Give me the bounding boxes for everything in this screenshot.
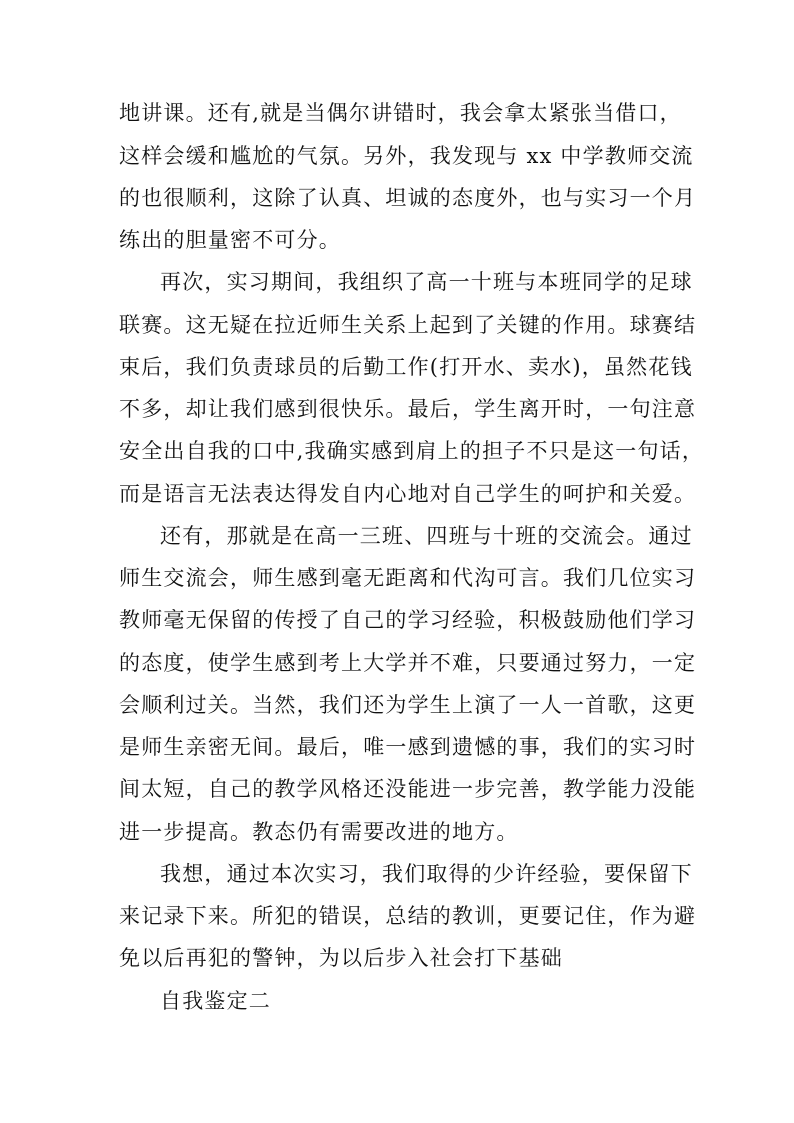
paragraph-first-line: 我想，通过本次实习，我们取得的少许经验，要保留下 (160, 862, 693, 886)
text-line: 安全出自我的口中,我确实感到肩上的担子不只是这一句话， (119, 439, 705, 463)
text-line: 间太短，自己的教学风格还没能进一步完善，教学能力没能 (119, 777, 697, 801)
text-line: 教师毫无保留的传授了自己的学习经验，积极鼓励他们学习 (119, 608, 697, 632)
text-line: 是师生亲密无间。最后，唯一感到遗憾的事，我们的实习时 (119, 735, 697, 759)
paragraph-first-line: 还有，那就是在高一三班、四班与十班的交流会。通过 (160, 524, 693, 548)
text-line: 师生交流会，师生感到毫无距离和代沟可言。我们几位实习 (119, 566, 697, 590)
text-line: 这样会缓和尴尬的气氛。另外，我发现与 xx 中学教师交流 (119, 144, 694, 168)
text-line: 练出的胆量密不可分。 (119, 228, 341, 252)
text-line: 免以后再犯的警钟，为以后步入社会打下基础 (119, 946, 563, 970)
text-line: 来记录下来。所犯的错误，总结的教训，更要记住，作为避 (119, 904, 697, 928)
text-line: 不多，却让我们感到很快乐。最后，学生离开时，一句注意 (119, 397, 697, 421)
text-line: 进一步提高。教态仍有需要改进的地方。 (119, 820, 519, 844)
text-line: 而是语言无法表达得发自内心地对自己学生的呵护和关爱。 (119, 482, 697, 506)
text-line: 束后，我们负责球员的后勤工作(打开水、卖水)，虽然花钱 (119, 355, 693, 379)
text-line: 联赛。这无疑在拉近师生关系上起到了关键的作用。球赛结 (119, 313, 697, 337)
text-line: 地讲课。还有,就是当偶尔讲错时，我会拿太紧张当借口， (119, 101, 682, 125)
text-line: 的态度，使学生感到考上大学并不难，只要通过努力，一定 (119, 651, 697, 675)
text-line: 会顺利过关。当然，我们还为学生上演了一人一首歌，这更 (119, 693, 697, 717)
text-line: 的也很顺利，这除了认真、坦诚的态度外，也与实习一个月 (119, 186, 697, 210)
paragraph-first-line: 再次，实习期间，我组织了高一十班与本班同学的足球 (160, 270, 693, 294)
section-heading: 自我鉴定二 (160, 989, 271, 1013)
